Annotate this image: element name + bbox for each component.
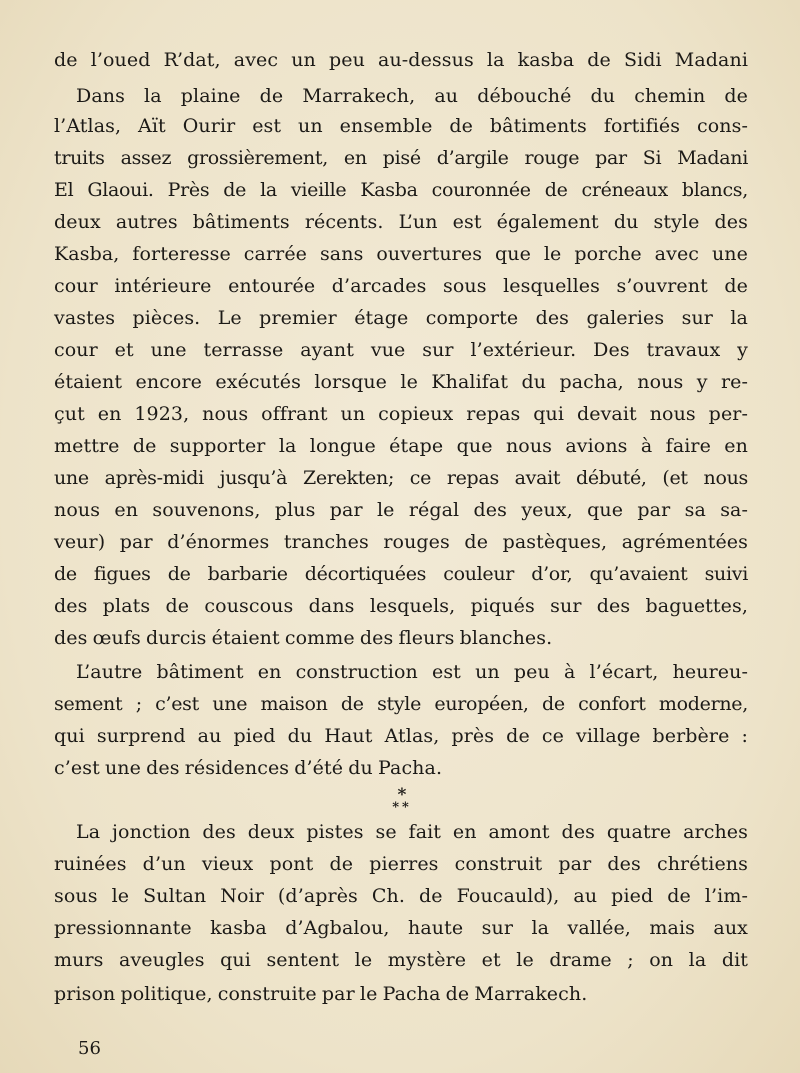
asterism-top: * [397,785,407,805]
text-line: de figues de barbarie décortiquées couleur d’or, qu’avaient suivi [54,563,748,585]
text-line: l’Atlas, Aït Ourir est un ensemble de bâtiments fortifiés cons- [54,115,748,137]
text-line: deux autres bâtiments récents. L’un est également du style des [54,211,748,233]
text-line: cour intérieure entourée d’arcades sous lesquelles s’ouvrent de [54,275,748,297]
text-line: sement ; c’est une maison de style européen, de confort moderne, [54,693,748,715]
text-line: de l’oued R’dat, avec un peu au-dessus la kasba de Sidi Madani [54,49,748,71]
text-line: des œufs durcis étaient comme des fleurs blanches. [54,627,553,649]
text-line: étaient encore exécutés lorsque le Khalifat du pacha, nous y re- [54,371,748,393]
section-separator [380,785,424,818]
text-line: truits assez grossièrement, en pisé d’argile rouge par Si Madani [54,147,748,169]
text-line: El Glaoui. Près de la vieille Kasba couronnée de créneaux blancs, [54,179,748,201]
text-line: nous en souvenons, plus par le régal des yeux, que par sa sa- [54,499,748,521]
text-line: sous le Sultan Noir (d’après Ch. de Foucauld), au pied de l’im- [54,885,748,907]
text-line: çut en 1923, nous offrant un copieux repas qui devait nous per- [54,403,748,425]
asterism-bottom: ** [392,800,412,815]
text-line: mettre de supporter la longue étape que nous avions à faire en [54,435,748,457]
text-line: une après-midi jusqu’à Zerekten; ce repas avait débuté, (et nous [54,467,748,489]
text-line: veur) par d’énormes tranches rouges de pastèques, agrémentées [54,531,748,553]
text-line: murs aveugles qui sentent le mystère et le drame ; on la dit [54,949,748,971]
text-line: L’autre bâtiment en construction est un peu à l’écart, heureu- [76,661,748,683]
text-line: La jonction des deux pistes se fait en amont des quatre arches [76,821,748,843]
text-line: c’est une des résidences d’été du Pacha. [54,757,443,779]
text-line: vastes pièces. Le premier étage comporte des galeries sur la [54,307,748,329]
page-number: 56 [78,1038,101,1059]
text-line: cour et une terrasse ayant vue sur l’extérieur. Des travaux y [54,339,748,361]
text-line: Dans la plaine de Marrakech, au débouché du chemin de [76,85,748,107]
text-line: des plats de couscous dans lesquels, piqués sur des baguettes, [54,595,748,617]
text-line: pressionnante kasba d’Agbalou, haute sur la vallée, mais aux [54,917,748,939]
text-line: qui surprend au pied du Haut Atlas, près de ce village berbère : [54,725,748,747]
text-line: ruinées d’un vieux pont de pierres construit par des chrétiens [54,853,748,875]
text-line: Kasba, forteresse carrée sans ouvertures que le porche avec une [54,243,748,265]
text-line: prison politique, construite par le Pacha de Marrakech. [54,983,588,1005]
